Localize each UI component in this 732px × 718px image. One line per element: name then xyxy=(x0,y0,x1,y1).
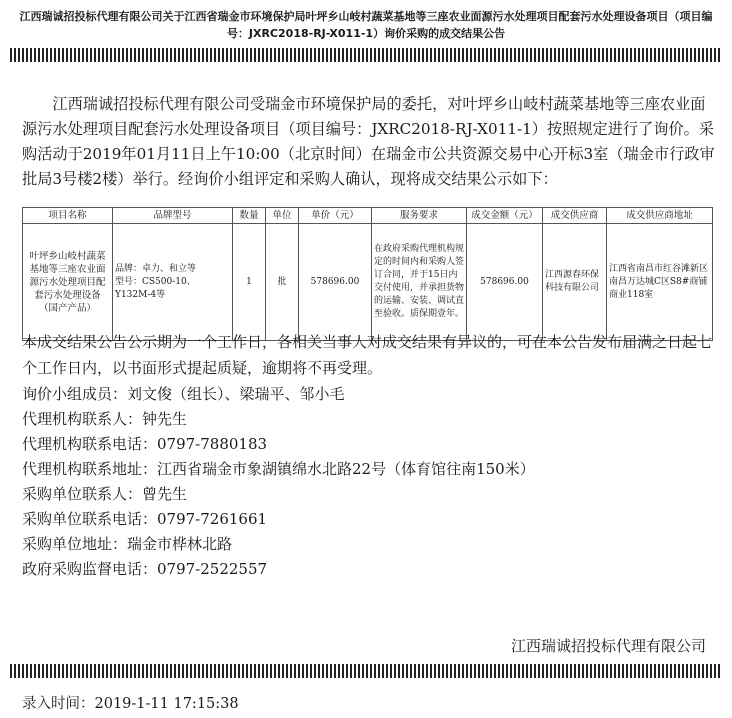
result-table xyxy=(22,207,713,341)
cell-unit-price: 578696.00 xyxy=(299,224,372,341)
cell-service: 在政府采购代理机构规定的时间内和采购人签订合同，并于15日内交付使用，并承担货物的运输、安装、调试直至验收。质保期壹年。 xyxy=(372,224,467,341)
divider-bar-top xyxy=(10,48,722,62)
cell-brand-model: 品牌：卓力、和立等 型号：CS500-10、Y132M-4等 xyxy=(113,224,233,341)
header-unit-price: 单价（元） xyxy=(299,208,372,224)
cell-quantity: 1 xyxy=(233,224,266,341)
cell-supplier: 江西源春环保科技有限公司 xyxy=(543,224,607,341)
agency-address: 代理机构联系地址：江西省瑞金市象湖镇绵水北路22号（体育馆往南150米） xyxy=(22,460,535,478)
agency-contact: 代理机构联系人：钟先生 xyxy=(22,410,188,428)
header-quantity: 数量 xyxy=(233,208,266,224)
header-supplier-address: 成交供应商地址 xyxy=(607,208,713,224)
entry-time: 录入时间：2019-1-11 17:15:38 xyxy=(22,696,239,712)
cell-unit: 批 xyxy=(266,224,299,341)
header-amount: 成交金额（元） xyxy=(467,208,543,224)
header-supplier: 成交供应商 xyxy=(543,208,607,224)
header-brand-model: 品牌型号 xyxy=(113,208,233,224)
cell-amount: 578696.00 xyxy=(467,224,543,341)
intro-paragraph: 江西瑞诚招投标代理有限公司受瑞金市环境保护局的委托，对叶坪乡山岐村蔬菜基地等三座农业面源污水处理项目配套污水处理设备项目（项目编号：JXRC2018-RJ-X011-1）按照规定进行了询价。采购活动于2019年01月11日上午10:00（北京时间）在瑞金市公共资源交易中心开标3室（瑞金市行政审批局3号楼2楼）举行。经询价小组评定和采购人确认，现将成交结果公示如下： xyxy=(22,95,715,188)
table-header-row xyxy=(23,208,713,224)
divider-bar-bottom xyxy=(10,664,722,678)
agency-phone: 代理机构联系电话：0797-7880183 xyxy=(22,435,268,453)
header-unit: 单位 xyxy=(266,208,299,224)
panel-members: 询价小组成员：刘文俊（组长）、梁瑞平、邹小毛 xyxy=(22,385,345,403)
notice-title: 江西瑞诚招投标代理有限公司关于江西省瑞金市环境保护局叶坪乡山岐村蔬菜基地等三座农业面源污水处理项目配套污水处理设备项目（项目编号：JXRC2018-RJ-X011-1）询价采购的成交结果公告 xyxy=(19,10,713,40)
objection-notice: 本成交结果公告公示期为一个工作日，各相关当事人对成交结果有异议的，可在本公告发布届满之日起七个工作日内，以书面形式提起质疑，逾期将不再受理。 xyxy=(22,333,713,377)
table-row xyxy=(23,224,713,341)
cell-item-name: 叶坪乡山岐村蔬菜基地等三座农业面源污水处理项目配套污水处理设备（国产产品） xyxy=(23,224,113,341)
cell-supplier-address: 江西省南昌市红谷滩新区南昌万达城C区S8#商铺商业118室 xyxy=(607,224,713,341)
buyer-address: 采购单位地址：瑞金市桦林北路 xyxy=(22,535,233,553)
signature-company: 江西瑞诚招投标代理有限公司 xyxy=(510,637,706,655)
supervision-phone: 政府采购监督电话：0797-2522557 xyxy=(22,560,268,578)
header-service: 服务要求 xyxy=(372,208,467,224)
buyer-contact: 采购单位联系人：曾先生 xyxy=(22,485,188,503)
header-item-name: 项目名称 xyxy=(23,208,113,224)
contact-info xyxy=(22,382,716,582)
buyer-phone: 采购单位联系电话：0797-7261661 xyxy=(22,510,268,528)
